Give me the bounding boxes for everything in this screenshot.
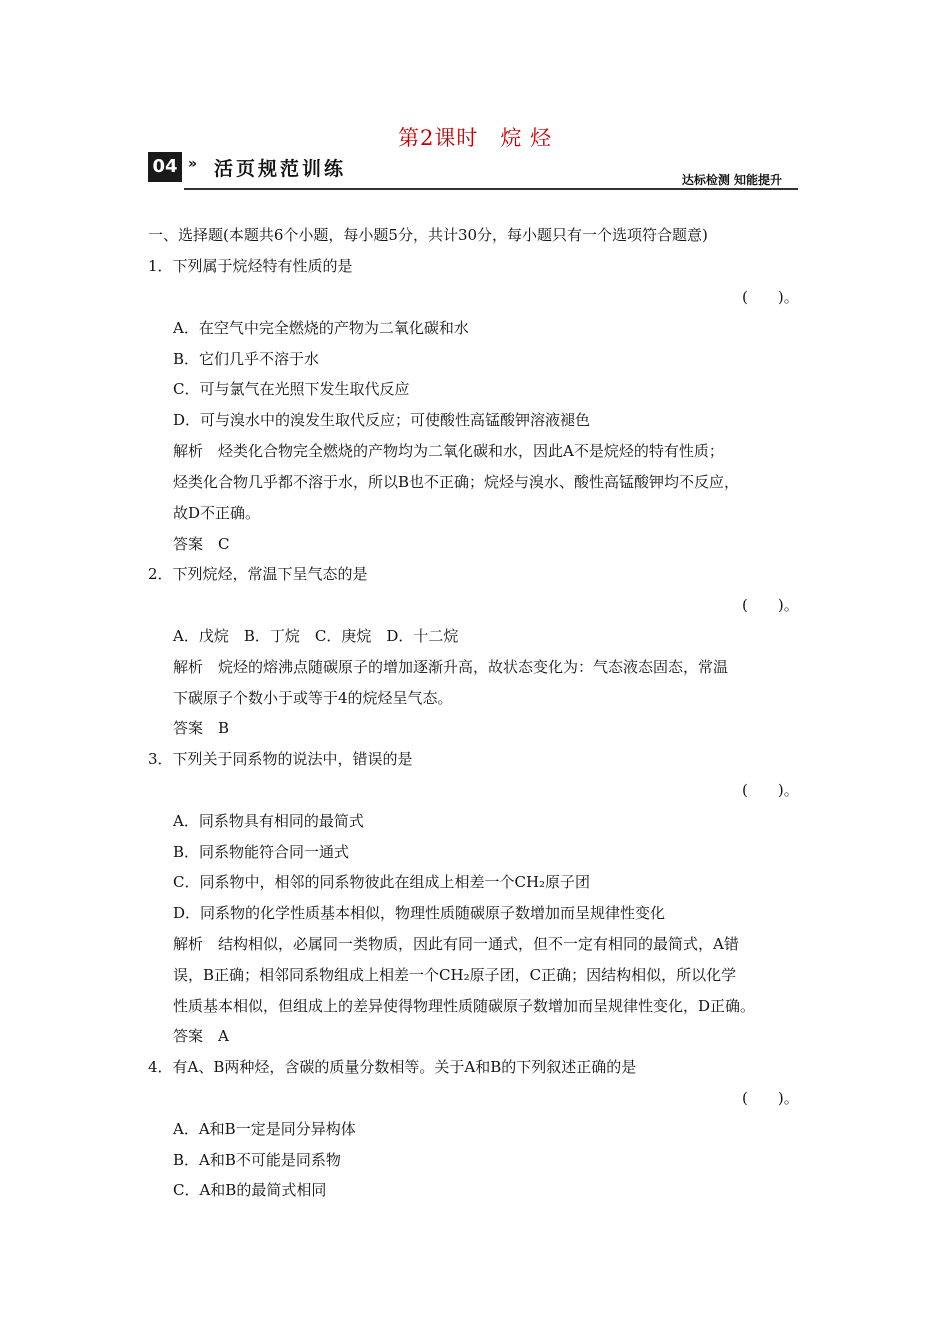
question-1-answer-blank: ( )。 xyxy=(742,288,799,306)
question-3-option-c: C．同系物中，相邻的同系物彼此在组成上相差一个CH₂原子团 xyxy=(173,873,591,891)
question-1-option-c: C．可与氯气在光照下发生取代反应 xyxy=(173,380,410,398)
question-1-option-d: D．可与溴水中的溴发生取代反应；可使酸性高锰酸钾溶液褪色 xyxy=(173,411,591,429)
double-arrow-icon: » xyxy=(188,156,198,172)
question-4-option-b: B．A和B不可能是同系物 xyxy=(173,1151,341,1169)
question-3-option-b: B．同系物能符合同一通式 xyxy=(173,843,350,861)
question-1-stem: 1．下列属于烷烃特有性质的是 xyxy=(148,257,353,275)
question-3-analysis-line: 性质基本相似，但组成上的差异使得物理性质随碳原子数增加而呈规律性变化，D正确。 xyxy=(173,997,756,1015)
question-4-stem: 4．有A、B两种烃，含碳的质量分数相等。关于A和B的下列叙述正确的是 xyxy=(148,1058,637,1076)
question-1-option-a: A．在空气中完全燃烧的产物为二氧化碳和水 xyxy=(173,319,469,337)
question-3-analysis-line: 误，B正确；相邻同系物组成上相差一个CH₂原子团，C正确；因结构相似，所以化学 xyxy=(173,966,737,984)
page-title: 第2课时 烷 烃 xyxy=(397,126,553,150)
section-banner xyxy=(148,150,798,192)
question-3-answer-blank: ( )。 xyxy=(742,781,799,799)
question-3-answer: 答案 A xyxy=(173,1027,229,1045)
question-4-option-c: C．A和B的最简式相同 xyxy=(173,1181,327,1199)
question-3-stem: 3．下列关于同系物的说法中，错误的是 xyxy=(148,750,413,768)
question-1-answer: 答案 C xyxy=(173,535,230,553)
question-2-analysis-line: 解析 烷烃的熔沸点随碳原子的增加逐渐升高，故状态变化为：气态液态固态，常温 xyxy=(173,658,729,676)
question-3-option-a: A．同系物具有相同的最简式 xyxy=(173,812,364,830)
question-1-analysis-line: 故D不正确。 xyxy=(173,504,261,522)
banner-rule xyxy=(184,188,798,190)
banner-title: 活页规范训练 xyxy=(214,158,347,180)
question-1-option-b: B．它们几乎不溶于水 xyxy=(173,350,320,368)
question-1-analysis-line: 烃类化合物几乎都不溶于水，所以B也不正确；烷烃与溴水、酸性高锰酸钾均不反应， xyxy=(173,473,740,491)
question-2-answer-blank: ( )。 xyxy=(742,596,799,614)
question-3-analysis-line: 解析 结构相似，必属同一类物质，因此有同一通式，但不一定有相同的最简式，A错 xyxy=(173,935,739,953)
question-2-options: A．戊烷 B．丁烷 C．庚烷 D．十二烷 xyxy=(173,627,459,645)
question-3-option-d: D．同系物的化学性质基本相似，物理性质随碳原子数增加而呈规律性变化 xyxy=(173,904,666,922)
section-header: 一、选择题(本题共6个小题，每小题5分，共计30分，每小题只有一个选项符合题意) xyxy=(148,226,708,244)
banner-badge: 04 xyxy=(148,152,182,182)
question-2-stem: 2．下列烷烃，常温下呈气态的是 xyxy=(148,565,368,583)
question-4-option-a: A．A和B一定是同分异构体 xyxy=(173,1120,356,1138)
banner-subtitle: 达标检测 知能提升 xyxy=(681,173,782,187)
question-2-answer: 答案 B xyxy=(173,719,230,737)
question-4-answer-blank: ( )。 xyxy=(742,1089,799,1107)
question-2-analysis-line: 下碳原子个数小于或等于4的烷烃呈气态。 xyxy=(173,689,453,707)
question-1-analysis-line: 解析 烃类化合物完全燃烧的产物均为二氧化碳和水，因此A不是烷烃的特有性质； xyxy=(173,442,724,460)
